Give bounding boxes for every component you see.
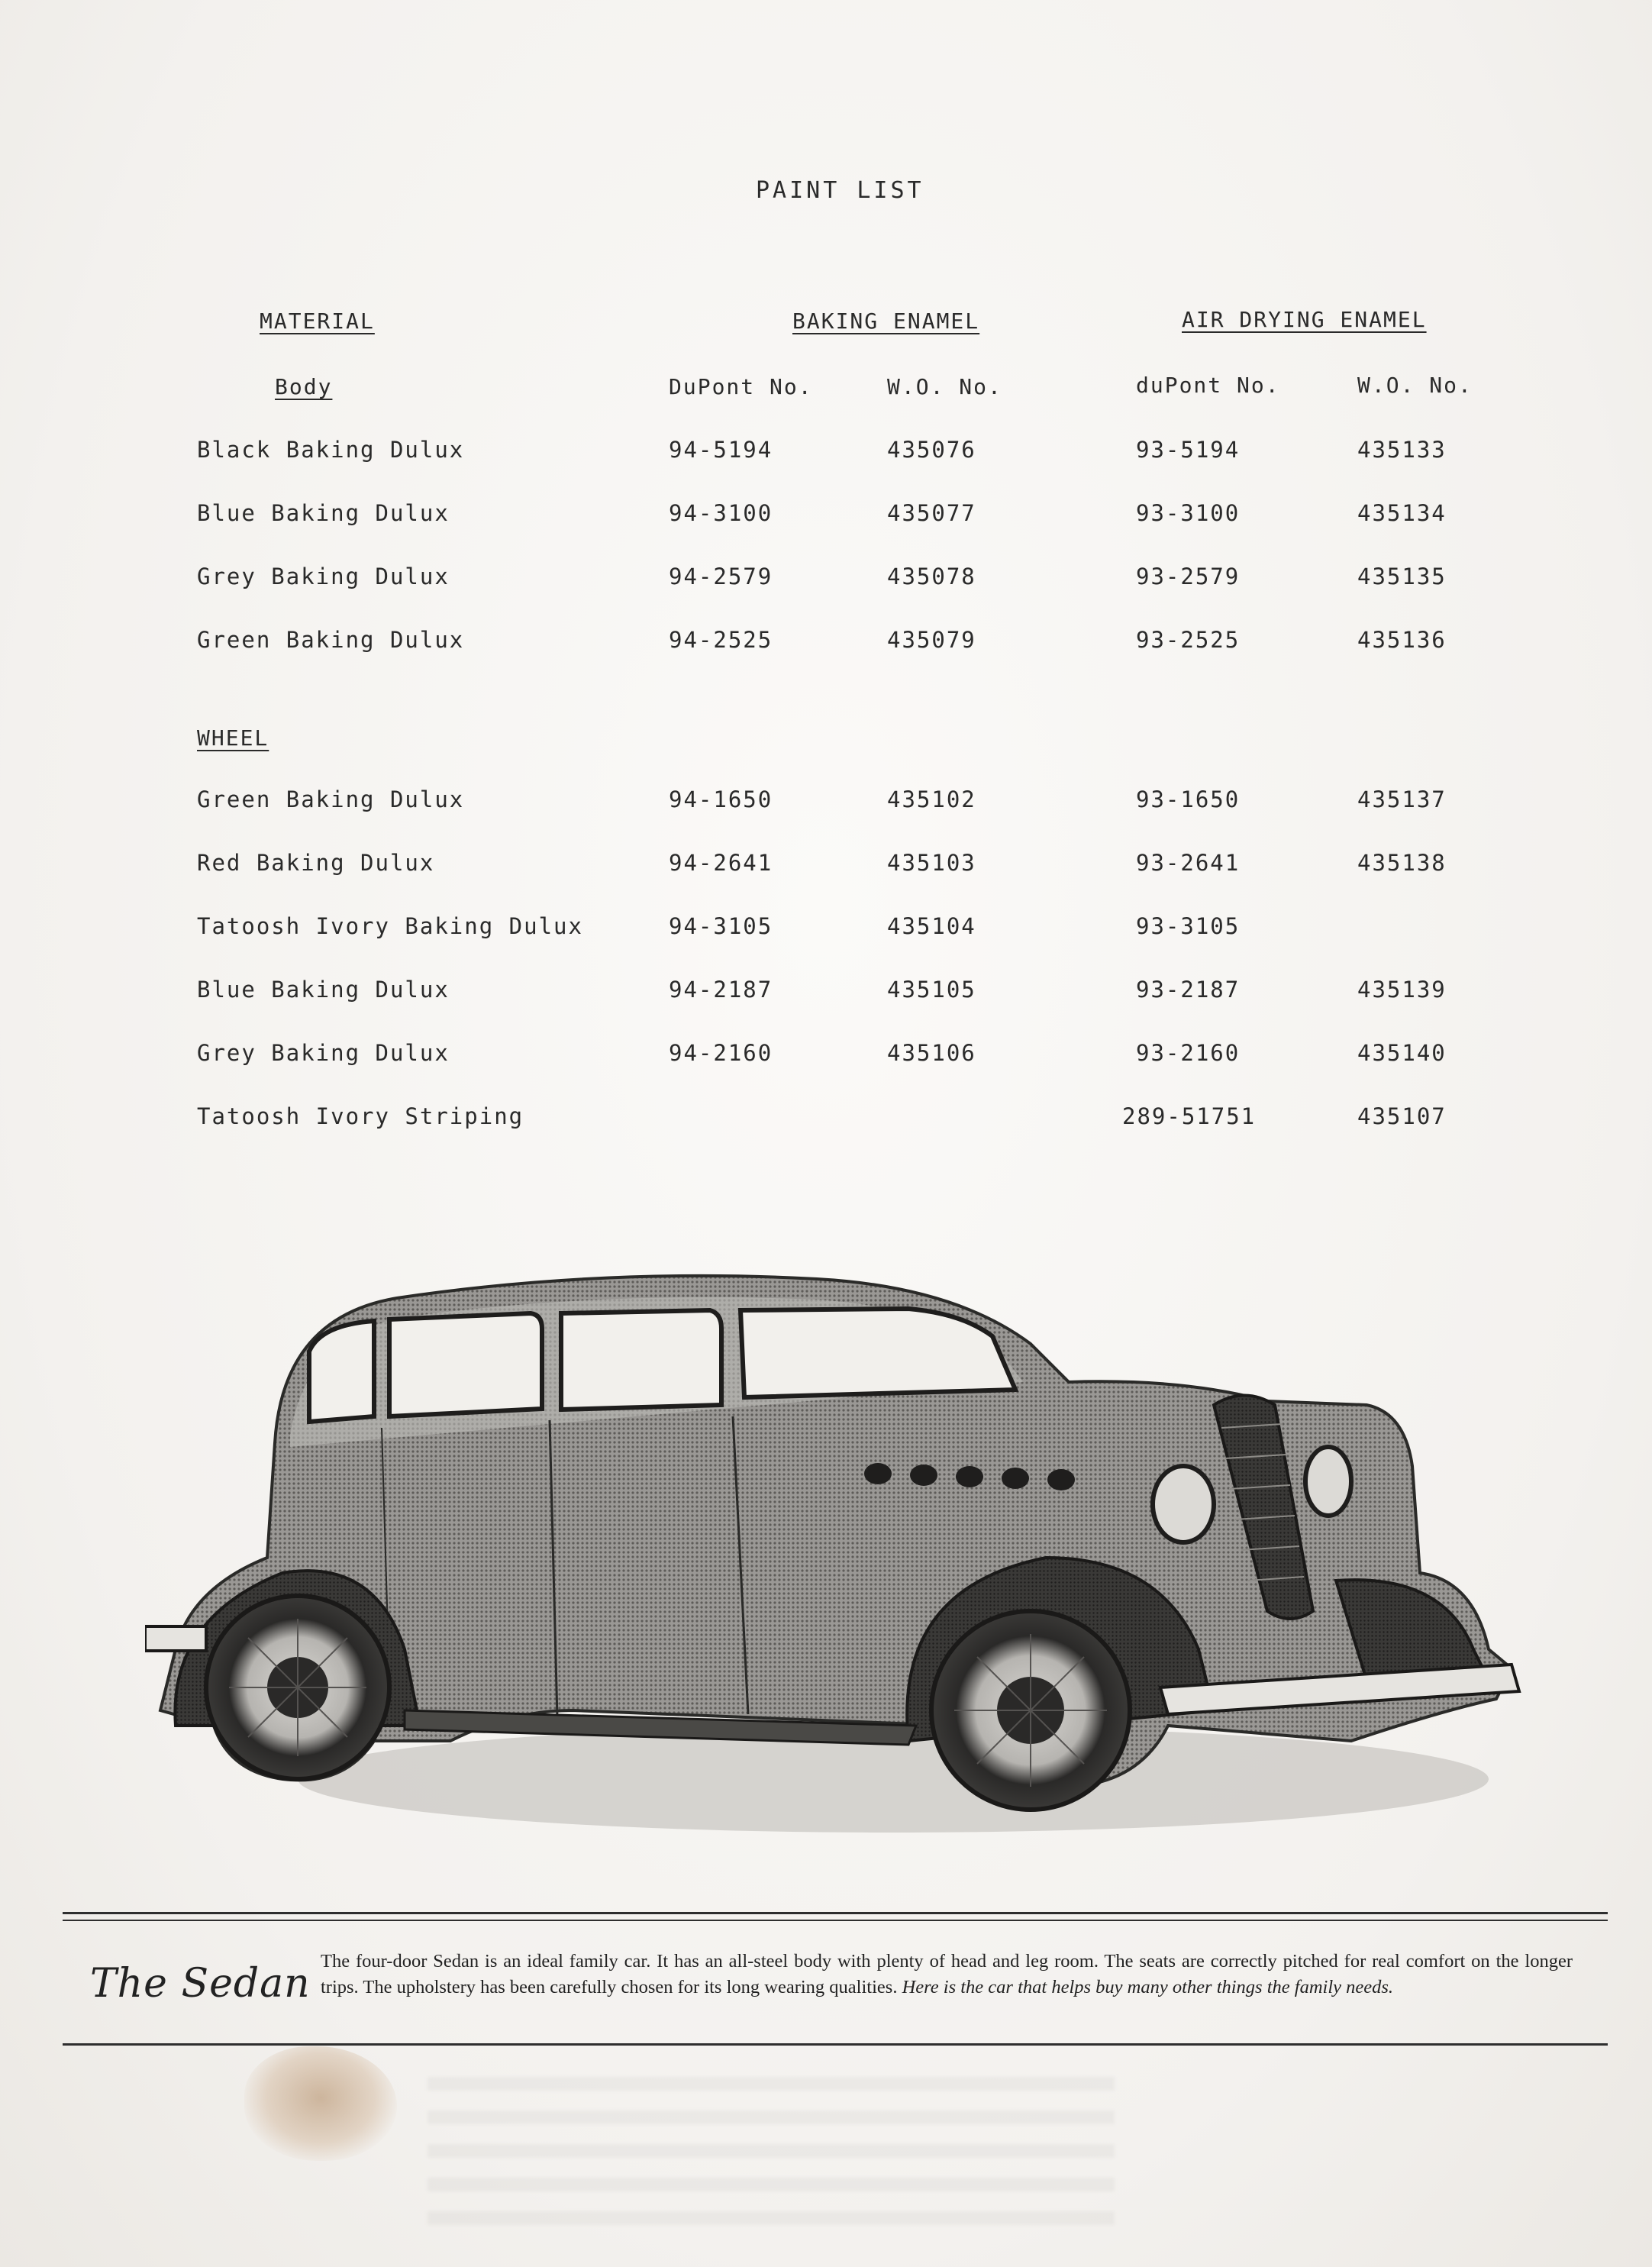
wheel-section-label: WHEEL — [197, 725, 269, 751]
air-dupont-cell: 93-2579 — [1136, 564, 1241, 589]
caption-top-rule-thin — [63, 1920, 1608, 1921]
air-dupont-cell: 93-1650 — [1136, 786, 1241, 812]
material-cell: Black Baking Dulux — [197, 437, 465, 463]
table-row — [0, 500, 1652, 531]
sedan-caption-body: The four-door Sedan is an ideal family car. It has an all-steel body with plenty of head and leg room. The seats are correctly pitched for real comfort on the longer trips. The upholstery has been carefully chosen for its long wearing qualities. — [321, 1951, 1573, 1997]
air-dupont-cell: 93-5194 — [1136, 437, 1241, 463]
baking-dupont-cell: 94-2525 — [669, 627, 773, 653]
air-wo-cell: 435138 — [1357, 850, 1447, 876]
air-dupont-column: duPont No. — [1136, 373, 1280, 398]
air-wo-column: W.O. No. — [1357, 373, 1473, 398]
baking-dupont-column: DuPont No. — [669, 374, 813, 399]
air-dupont-cell: 93-2160 — [1136, 1040, 1241, 1066]
table-row — [0, 564, 1652, 594]
table-row — [0, 437, 1652, 467]
bleed-through-text — [428, 2077, 1115, 2245]
air-wo-cell: 435139 — [1357, 977, 1447, 1003]
table-row — [0, 786, 1652, 817]
caption-top-rule — [63, 1912, 1608, 1914]
baking-wo-column: W.O. No. — [887, 374, 1002, 399]
air-dupont-cell: 93-2641 — [1136, 850, 1241, 876]
air-dupont-cell: 93-3100 — [1136, 500, 1241, 526]
paper-stain — [244, 2046, 397, 2161]
table-row — [0, 913, 1652, 944]
baking-wo-cell: 435104 — [887, 913, 976, 939]
table-row — [0, 1040, 1652, 1071]
air-wo-cell: 435140 — [1357, 1040, 1447, 1066]
air-dupont-cell: 289-51751 — [1122, 1103, 1257, 1129]
air-wo-cell: 435137 — [1357, 786, 1447, 812]
caption-bottom-rule — [63, 2043, 1608, 2046]
table-row — [0, 977, 1652, 1007]
baking-wo-cell: 435076 — [887, 437, 976, 463]
table-row — [0, 627, 1652, 657]
sedan-car-illustration — [145, 1252, 1527, 1863]
material-cell: Green Baking Dulux — [197, 627, 465, 653]
material-cell: Blue Baking Dulux — [197, 500, 450, 526]
baking-dupont-cell: 94-2160 — [669, 1040, 773, 1066]
baking-wo-cell: 435102 — [887, 786, 976, 812]
air-dupont-cell: 93-2187 — [1136, 977, 1241, 1003]
sedan-caption-text — [321, 1949, 1573, 2001]
air-dupont-cell: 93-2525 — [1136, 627, 1241, 653]
baking-dupont-cell: 94-5194 — [669, 437, 773, 463]
air-drying-enamel-header: AIR DRYING ENAMEL — [1182, 307, 1427, 332]
material-cell: Blue Baking Dulux — [197, 977, 450, 1003]
material-header: MATERIAL — [260, 308, 375, 334]
air-wo-cell: 435133 — [1357, 437, 1447, 463]
baking-wo-cell: 435079 — [887, 627, 976, 653]
air-wo-cell: 435107 — [1357, 1103, 1447, 1129]
table-row — [0, 1103, 1652, 1134]
baking-dupont-cell: 94-2579 — [669, 564, 773, 589]
material-cell: Grey Baking Dulux — [197, 1040, 450, 1066]
material-cell: Grey Baking Dulux — [197, 564, 450, 589]
baking-wo-cell: 435077 — [887, 500, 976, 526]
sedan-caption-emphasis: Here is the car that helps buy many other things the family needs. — [902, 1977, 1394, 1997]
baking-dupont-cell: 94-3105 — [669, 913, 773, 939]
page-title: PAINT LIST — [756, 177, 924, 204]
sedan-caption-title: The Sedan — [90, 1961, 311, 2007]
air-wo-cell: 435135 — [1357, 564, 1447, 589]
baking-enamel-header: BAKING ENAMEL — [792, 308, 980, 334]
material-cell: Tatoosh Ivory Striping — [197, 1103, 524, 1129]
baking-dupont-cell: 94-3100 — [669, 500, 773, 526]
baking-dupont-cell: 94-2641 — [669, 850, 773, 876]
air-dupont-cell: 93-3105 — [1136, 913, 1241, 939]
air-wo-cell: 435134 — [1357, 500, 1447, 526]
material-cell: Green Baking Dulux — [197, 786, 465, 812]
baking-wo-cell: 435105 — [887, 977, 976, 1003]
material-cell: Red Baking Dulux — [197, 850, 435, 876]
baking-wo-cell: 435103 — [887, 850, 976, 876]
baking-dupont-cell: 94-1650 — [669, 786, 773, 812]
material-cell: Tatoosh Ivory Baking Dulux — [197, 913, 583, 939]
table-row — [0, 850, 1652, 880]
body-section-label: Body — [275, 374, 333, 399]
air-wo-cell: 435136 — [1357, 627, 1447, 653]
baking-dupont-cell: 94-2187 — [669, 977, 773, 1003]
baking-wo-cell: 435078 — [887, 564, 976, 589]
baking-wo-cell: 435106 — [887, 1040, 976, 1066]
